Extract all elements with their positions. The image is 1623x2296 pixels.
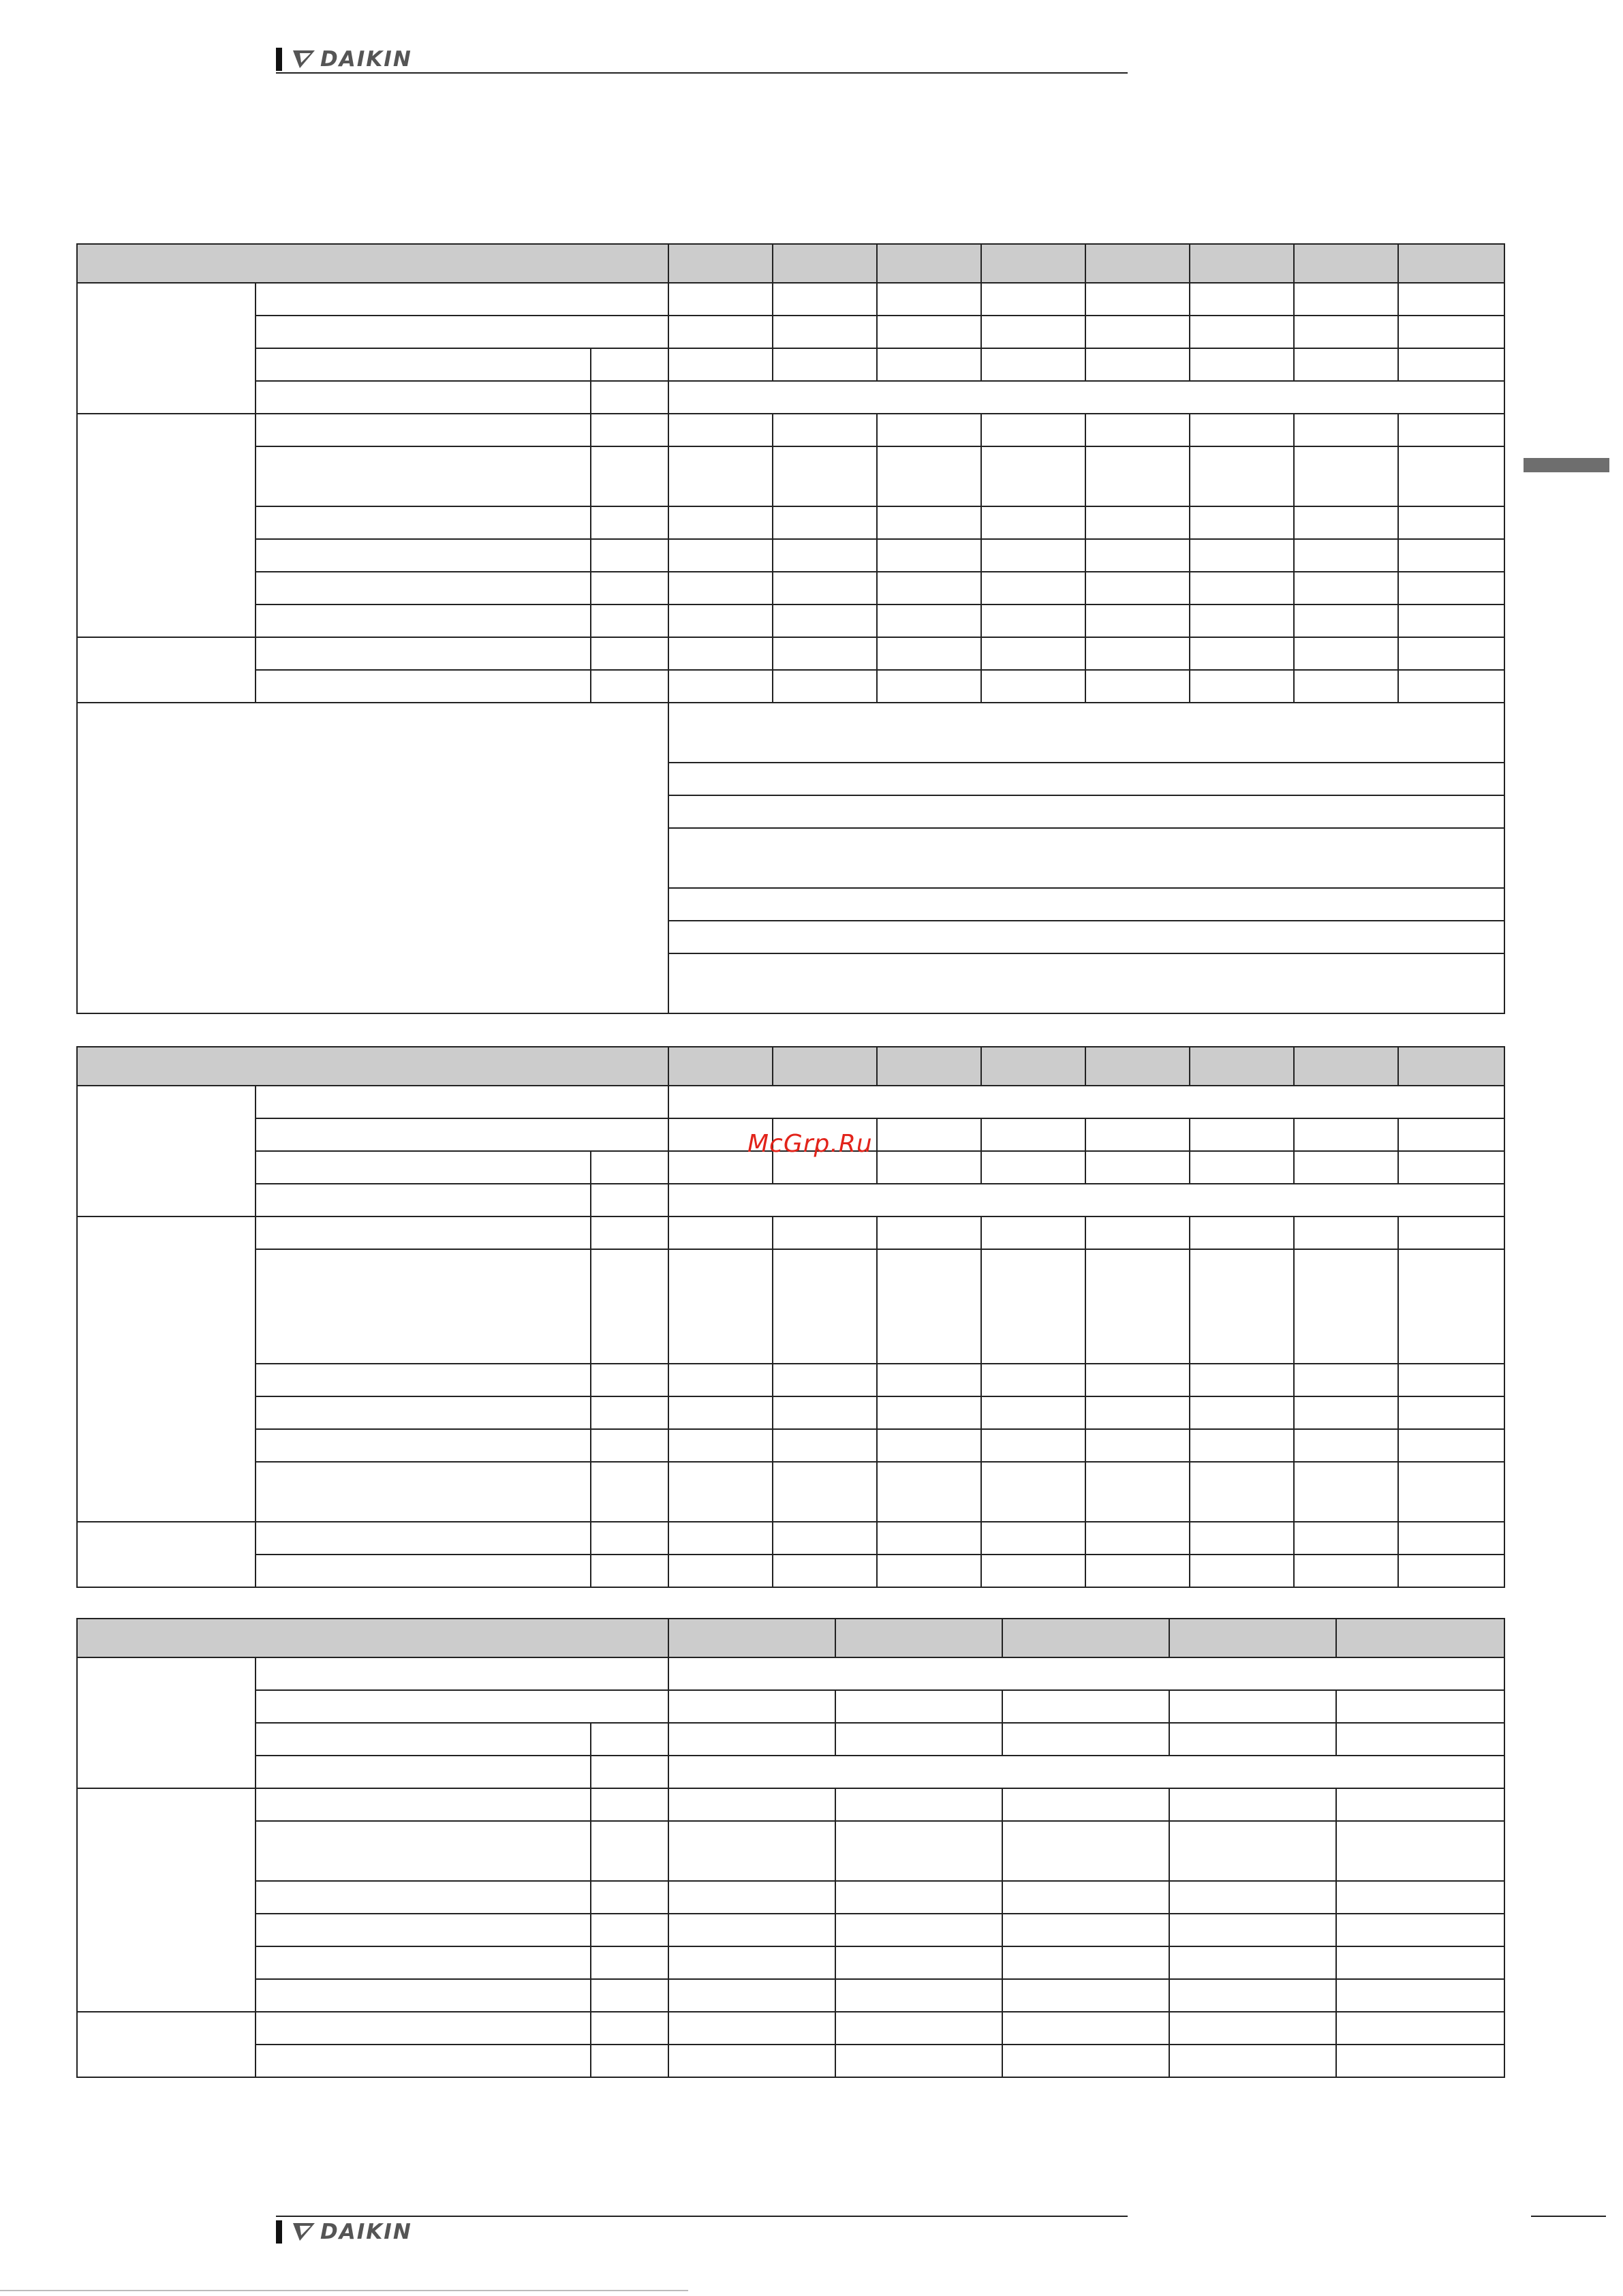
table-row [77, 1657, 1504, 1690]
table-row [77, 1086, 1504, 1118]
spec-table-2 [76, 1046, 1505, 1588]
footer-brand [276, 2219, 412, 2245]
table-row [77, 1690, 1504, 1723]
table-row [77, 637, 1504, 670]
header-brand [276, 46, 412, 72]
section-tab-marker [1524, 458, 1609, 472]
table-row [77, 1723, 1504, 1756]
table-header-row [77, 1047, 1504, 1086]
table-row [77, 1946, 1504, 1979]
table-row [77, 703, 1504, 763]
header-rule [276, 72, 1128, 74]
footer-bottom-line [0, 2290, 688, 2291]
table-row [77, 316, 1504, 348]
table-row [77, 506, 1504, 539]
footer-page-rule [1531, 2216, 1606, 2217]
table-row [77, 348, 1504, 381]
daikin-logo-icon [292, 2222, 316, 2242]
table-row [77, 1462, 1504, 1522]
brand-name: DAIKIN [320, 2220, 412, 2244]
table-row [77, 572, 1504, 604]
daikin-logo-icon [292, 49, 316, 70]
table-row [77, 283, 1504, 316]
table-row [77, 1979, 1504, 2012]
table-row [77, 1216, 1504, 1249]
brand-name: DAIKIN [320, 47, 412, 72]
table-row [77, 381, 1504, 414]
table-row [77, 1756, 1504, 1788]
table-row [77, 1429, 1504, 1462]
table-row [77, 414, 1504, 446]
footer-rule [276, 2216, 1128, 2217]
table-row [77, 1184, 1504, 1216]
table-row [77, 1364, 1504, 1396]
table-row [77, 670, 1504, 703]
table-row [77, 1788, 1504, 1821]
table-row [77, 1522, 1504, 1555]
table-row [77, 1914, 1504, 1946]
table-row [77, 1249, 1504, 1364]
watermark-text: McGrp.Ru [747, 1130, 873, 1158]
table-row [77, 604, 1504, 637]
table-row [77, 1396, 1504, 1429]
spec-table-1 [76, 243, 1505, 1014]
table-row [77, 539, 1504, 572]
spec-table-3 [76, 1618, 1505, 2078]
table-row [77, 1555, 1504, 1587]
table-row [77, 446, 1504, 506]
table-row [77, 1821, 1504, 1881]
table-row [77, 2045, 1504, 2077]
table-row [77, 1881, 1504, 1914]
table-row [77, 2012, 1504, 2045]
table-header-row [77, 1619, 1504, 1657]
table-header-row [77, 244, 1504, 283]
